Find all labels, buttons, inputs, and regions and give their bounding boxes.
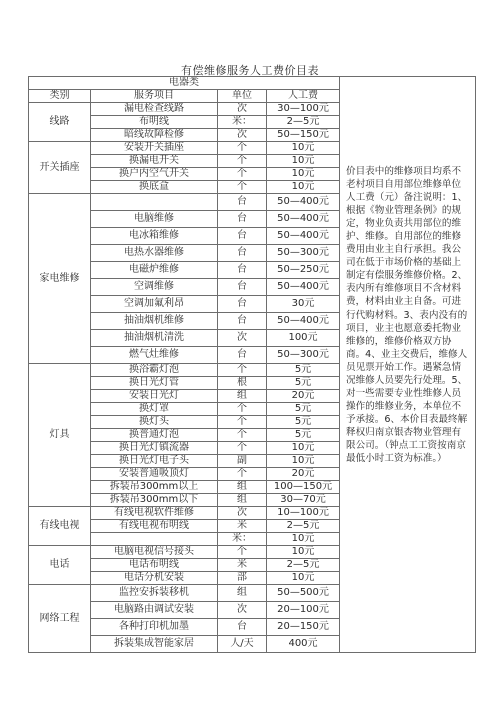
fee-cell: 10元	[267, 168, 340, 181]
unit-cell: 副	[218, 455, 267, 468]
unit-cell: 台	[218, 228, 267, 245]
unit-cell: 次	[218, 330, 267, 347]
unit-cell: 个	[218, 168, 267, 181]
item-cell: 换日光灯管	[91, 377, 218, 390]
unit-cell: 个	[218, 468, 267, 481]
fee-cell: 100—150元	[267, 481, 340, 494]
fee-cell: 5元	[267, 416, 340, 429]
unit-cell: 部	[218, 572, 267, 585]
fee-cell: 20元	[267, 468, 340, 481]
unit-cell: 米：	[218, 533, 267, 546]
fee-cell: 50—300元	[267, 347, 340, 364]
fee-cell: 10元	[267, 155, 340, 168]
unit-cell: 米	[218, 520, 267, 533]
unit-cell: 个	[218, 546, 267, 559]
fee-cell: 30—70元	[267, 494, 340, 507]
fee-cell: 10元	[267, 442, 340, 455]
item-cell: 漏电检查线路	[91, 103, 218, 116]
item-cell: 空调维修	[91, 279, 218, 296]
item-cell: 换日光灯电子头	[91, 455, 218, 468]
unit-cell: 次	[218, 602, 267, 619]
fee-cell: 10元	[267, 142, 340, 155]
fee-cell: 50—250元	[267, 262, 340, 279]
item-cell: 各种打印机加墨	[91, 619, 218, 636]
fee-cell: 20元	[267, 390, 340, 403]
header-category: 类别	[29, 90, 91, 103]
fee-cell: 50—500元	[267, 585, 340, 602]
fee-cell: 50—150元	[267, 129, 340, 142]
unit-cell: 台	[218, 194, 267, 211]
section-title: 电器类	[29, 77, 340, 90]
header-unit: 单位	[218, 90, 267, 103]
fee-cell: 10元	[267, 455, 340, 468]
fee-cell: 400元	[267, 636, 340, 653]
item-cell: 监控安拆装移机	[91, 585, 218, 602]
fee-cell: 100元	[267, 330, 340, 347]
item-cell: 拆装吊300mm以下	[91, 494, 218, 507]
item-cell: 换日光灯镇流器	[91, 442, 218, 455]
item-cell: 安装日光灯	[91, 390, 218, 403]
fee-cell: 2—5元	[267, 116, 340, 129]
item-cell: 电热水器维修	[91, 245, 218, 262]
unit-cell: 台	[218, 347, 267, 364]
item-cell: 电磁炉维修	[91, 262, 218, 279]
unit-cell: 根	[218, 377, 267, 390]
unit-cell: 组	[218, 585, 267, 602]
unit-cell: 次	[218, 103, 267, 116]
unit-cell: 次	[218, 129, 267, 142]
fee-cell: 10元	[267, 572, 340, 585]
unit-cell: 台	[218, 619, 267, 636]
unit-cell: 台	[218, 245, 267, 262]
unit-cell: 米	[218, 559, 267, 572]
item-cell: 电话分机安装	[91, 572, 218, 585]
fee-cell: 50—400元	[267, 211, 340, 228]
item-cell: 安装开关插座	[91, 142, 218, 155]
unit-cell: 组	[218, 481, 267, 494]
unit-cell: 个	[218, 364, 267, 377]
fee-cell: 50—300元	[267, 245, 340, 262]
category-cell: 网络工程	[29, 585, 91, 653]
category-cell: 灯具	[29, 364, 91, 507]
item-cell: 空调加氟利昂	[91, 296, 218, 313]
fee-cell: 2—5元	[267, 559, 340, 572]
fee-cell: 50—400元	[267, 313, 340, 330]
fee-cell: 5元	[267, 377, 340, 390]
item-cell	[91, 194, 218, 211]
item-cell: 暗线故障检修	[91, 129, 218, 142]
fee-cell: 50—400元	[267, 228, 340, 245]
fee-cell: 10—100元	[267, 507, 340, 520]
item-cell: 电冰箱维修	[91, 228, 218, 245]
item-cell: 电话布明线	[91, 559, 218, 572]
category-cell: 有线电视	[29, 507, 91, 546]
item-cell: 抽油烟机维修	[91, 313, 218, 330]
item-cell: 布明线	[91, 116, 218, 129]
fee-cell: 10元	[267, 181, 340, 194]
category-cell: 线路	[29, 103, 91, 142]
fee-cell: 2—5元	[267, 520, 340, 533]
header-fee: 人工费	[267, 90, 340, 103]
fee-cell: 20—150元	[267, 619, 340, 636]
unit-cell: 台	[218, 296, 267, 313]
unit-cell: 个	[218, 416, 267, 429]
fee-cell: 5元	[267, 429, 340, 442]
unit-cell: 人/天	[218, 636, 267, 653]
fee-cell: 10元	[267, 546, 340, 559]
unit-cell: 组	[218, 494, 267, 507]
unit-cell: 次	[218, 507, 267, 520]
fee-cell: 30—100元	[267, 103, 340, 116]
notes-cell: 价目表中的维修项目均系不老村项目自用部位维修单位人工费（元）备注说明：1、根据《物业管理条例》的规定，物业负责共用部位的维护、维修。自用部位的维修费用由业主自行承担。我公司在低于市场价格的基础上制定有偿服务维修价格。2、表内所有维修项目不含材料费，材料由业主自备。可进行代购材料。3、表内没有的项目，业主也愿意委托物业维修的，维修价格双方协商。4、业主交费后，维修人员见票开始工作。遇紧急情况维修人员要先行处理。5、对一些需要专业性维修人员操作的维修业务，本单位不予承接。6、本价目表最终解释权归南京银杏物业管理有限公司。（钟点工工资按南京最低小时工资为标准。）	[340, 77, 476, 653]
header-item: 服务项目	[91, 90, 218, 103]
item-cell: 电脑电视信号接头	[91, 546, 218, 559]
category-cell: 家电维修	[29, 194, 91, 364]
unit-cell: 台	[218, 262, 267, 279]
unit-cell: 组	[218, 390, 267, 403]
item-cell: 换浴霸灯泡	[91, 364, 218, 377]
item-cell: 拆装集成智能家居	[91, 636, 218, 653]
unit-cell: 台	[218, 313, 267, 330]
fee-cell: 5元	[267, 403, 340, 416]
price-table	[28, 76, 476, 653]
item-cell: 换漏电开关	[91, 155, 218, 168]
unit-cell: 台	[218, 211, 267, 228]
item-cell: 换灯头	[91, 416, 218, 429]
item-cell: 抽油烟机清洗	[91, 330, 218, 347]
category-cell: 电话	[29, 546, 91, 585]
unit-cell: 个	[218, 142, 267, 155]
item-cell: 燃气灶维修	[91, 347, 218, 364]
item-cell: 电脑维修	[91, 211, 218, 228]
item-cell: 有线电视软件维修	[91, 507, 218, 520]
unit-cell: 台	[218, 279, 267, 296]
unit-cell: 个	[218, 403, 267, 416]
fee-cell: 50—400元	[267, 279, 340, 296]
fee-cell: 50—400元	[267, 194, 340, 211]
price-table-body	[29, 77, 476, 653]
item-cell: 电脑路由调试安装	[91, 602, 218, 619]
fee-cell: 30元	[267, 296, 340, 313]
item-cell: 换底盒	[91, 181, 218, 194]
item-cell: 换户内空气开关	[91, 168, 218, 181]
item-cell: 换普通灯泡	[91, 429, 218, 442]
item-cell: 安装普通吸顶灯	[91, 468, 218, 481]
unit-cell: 米：	[218, 116, 267, 129]
fee-cell: 10元	[267, 533, 340, 546]
unit-cell: 个	[218, 181, 267, 194]
fee-cell: 20—100元	[267, 602, 340, 619]
page-title: 有偿维修服务人工费价目表	[181, 64, 319, 77]
unit-cell: 个	[218, 442, 267, 455]
item-cell: 拆装吊300mm以上	[91, 481, 218, 494]
item-cell: 有线电视布明线	[91, 520, 218, 533]
unit-cell: 个	[218, 155, 267, 168]
category-cell: 开关插座	[29, 142, 91, 194]
unit-cell: 个	[218, 429, 267, 442]
item-cell: 换灯罩	[91, 403, 218, 416]
fee-cell: 5元	[267, 364, 340, 377]
item-cell	[91, 533, 218, 546]
